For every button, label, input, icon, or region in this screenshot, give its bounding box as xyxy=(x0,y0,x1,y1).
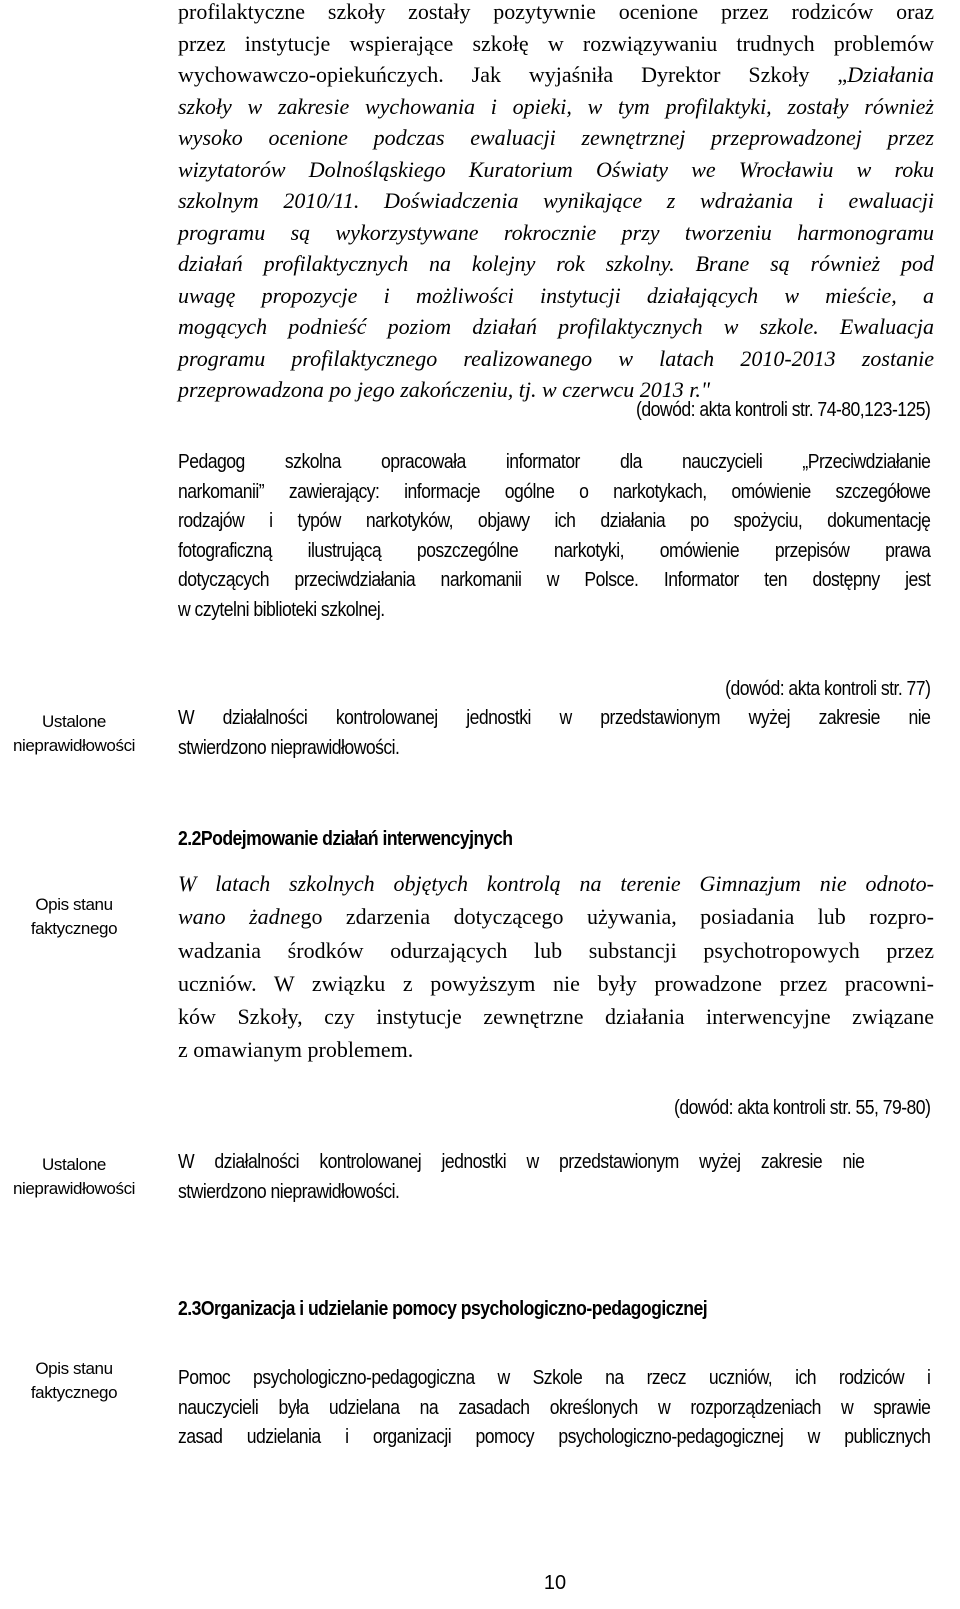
text-run: programu profilaktycznego realizowanego w latach 2010-2013 zostanie xyxy=(178,345,934,371)
evidence-note-2 xyxy=(178,675,930,705)
section-2-2-title: Podejmowanie działań interwencyjnych xyxy=(200,828,513,850)
irregularities-line: stwierdzono nieprawidłowości. xyxy=(178,736,400,759)
text-run: działań profilaktycznych na kolejny rok szkolny. Brane są również pod xyxy=(178,251,934,276)
evidence-note-3 xyxy=(178,1094,930,1124)
irregularities-line: W działalności kontrolowanej jednostki w przedstawionym wyżej zakresie nie xyxy=(178,1151,865,1173)
informator-paragraph xyxy=(178,448,930,625)
section-2-3-number: 2.3 xyxy=(178,1298,201,1320)
text-run: go zdarzenia dotyczącego używania, posiadania lub rozpro- xyxy=(300,904,934,930)
page-number: 10 xyxy=(543,1572,567,1594)
section-2-3-line: Pomoc psychologiczno-pedagogiczna w Szkole na rzecz uczniów, ich rodziców i xyxy=(178,1367,931,1389)
evidence-note-1 xyxy=(178,396,930,426)
text-run: przeprowadzona po jego zakończeniu, tj. w czerwcu 2013 r." xyxy=(178,377,711,402)
section-2-3-heading xyxy=(178,1298,935,1321)
section-2-3-title: Organizacja i udzielanie pomocy psychologiczno-pedagogicznej xyxy=(200,1298,708,1320)
section-2-3-line: zasad udzielania i organizacji pomocy psychologiczno-pedagogicznej w publicznych xyxy=(178,1426,931,1448)
irregularities-label-2 xyxy=(0,1153,148,1201)
irregularities-label-2-line1: Ustalone xyxy=(42,1155,106,1174)
informator-line: Pedagog szkolna opracowała informator dla nauczycieli „Przeciwdziałanie xyxy=(178,451,931,473)
quote-line xyxy=(178,91,934,123)
quote-line xyxy=(178,185,934,217)
section-2-2-paragraph xyxy=(178,867,934,1067)
irregularities-line: W działalności kontrolowanej jednostki w przedstawionym wyżej zakresie nie xyxy=(178,707,931,729)
informator-line: rodzajów i typów narkotyków, objawy ich działania po spożyciu, dokumentację xyxy=(178,510,931,532)
irregularities-label-1-line2: nieprawidłowości xyxy=(12,736,136,755)
quote-line xyxy=(178,248,934,280)
section-2-2-heading xyxy=(178,828,882,851)
informator-line: w czytelni biblioteki szkolnej. xyxy=(178,598,385,621)
section-2-2-line xyxy=(178,867,934,900)
text-run: W latach szkolnych objętych kontrolą na terenie Gimnazjum nie odnoto- xyxy=(178,871,934,896)
text-run: wychowawczo-opiekuńczych. Jak wyjaśniła Dyrektor Szkoły „ xyxy=(178,62,848,87)
state-label-2-3-line1: Opis stanu xyxy=(35,1359,113,1378)
quote-line xyxy=(178,311,934,343)
irregularities-label-2-line2: nieprawidłowości xyxy=(12,1179,136,1198)
irregularities-text-1 xyxy=(178,704,930,763)
quote-line xyxy=(178,0,934,28)
text-run: Działania xyxy=(847,62,934,87)
text-run: szkolnym 2010/11. Doświadczenia wynikające z wdrażania i ewaluacji xyxy=(178,188,934,213)
quote-line xyxy=(178,28,934,60)
quote-line xyxy=(178,280,934,312)
text-run: uczniów. W związku z powyższym nie były prowadzone przez pracowni- xyxy=(178,970,934,996)
section-2-3-line: nauczycieli była udzielana na zasadach określonych w rozporządzeniach w sprawie xyxy=(178,1396,931,1419)
text-run: wano xyxy=(178,904,250,930)
text-run: uwagę propozycje i możliwości instytucji działających w mieście, a xyxy=(178,282,934,308)
text-run: szkoły w zakresie wychowania i opieki, w tym profilaktyki, zostały również xyxy=(178,93,934,119)
text-run: przez instytucje wspierające szkołę w rozwiązywaniu trudnych problemów xyxy=(178,30,934,56)
quote-line xyxy=(178,59,934,91)
text-run: wysoko ocenione podczas ewaluacji zewnętrznej przeprowadzonej przez xyxy=(178,125,934,150)
section-2-2-line xyxy=(178,934,934,967)
text-run: żadne xyxy=(249,904,301,930)
text-run: ków Szkoły, czy instytucje zewnętrzne działania interwencyjne związane xyxy=(178,1004,934,1030)
irregularities-line: stwierdzono nieprawidłowości. xyxy=(178,1180,400,1203)
text-run: wadzania środków odurzających lub substancji psychotropowych przez xyxy=(178,937,934,963)
text-run: z omawianym problemem. xyxy=(178,1037,414,1063)
informator-line: dotyczących przeciwdziałania narkomanii w Polsce. Informator ten dostępny jest xyxy=(178,569,931,591)
text-run: mogących podnieść poziom działań profilaktycznych w szkole. Ewaluacja xyxy=(178,314,934,339)
quote-line xyxy=(178,343,934,375)
quote-line xyxy=(178,154,934,186)
informator-line: fotograficzną ilustrującą poszczególne narkotyki, omówienie przepisów prawa xyxy=(178,539,931,562)
section-2-2-line xyxy=(178,1000,934,1033)
irregularities-label-1-line1: Ustalone xyxy=(42,712,106,731)
text-run: profilaktyczne szkoły zostały pozytywnie ocenione przez rodziców oraz xyxy=(178,0,934,24)
irregularities-text-2 xyxy=(178,1148,864,1207)
section-2-2-line xyxy=(178,900,934,933)
quote-line xyxy=(178,122,934,154)
irregularities-label-1 xyxy=(0,710,148,758)
text-run: wizytatorów Dolnośląskiego Kuratorium Oświaty we Wrocławiu w roku xyxy=(178,156,934,182)
state-label-2-2 xyxy=(0,893,148,941)
state-label-2-3-line2: faktycznego xyxy=(30,1383,118,1402)
quote-paragraph xyxy=(178,0,934,406)
informator-line: narkomanii” zawierający: informacje ogólne o narkotykach, omówienie szczegółowe xyxy=(178,480,931,503)
quote-line xyxy=(178,217,934,249)
section-2-2-line xyxy=(178,1033,934,1066)
section-2-2-number: 2.2 xyxy=(178,828,201,850)
state-label-2-2-line1: Opis stanu xyxy=(35,895,113,914)
text-run: programu są wykorzystywane rokrocznie przy tworzeniu harmonogramu xyxy=(178,219,934,245)
section-2-2-line xyxy=(178,967,934,1000)
evidence-note-3-text: (dowód: akta kontroli str. 55, 79-80) xyxy=(674,1097,931,1119)
section-2-3-paragraph xyxy=(178,1364,930,1453)
state-label-2-2-line2: faktycznego xyxy=(30,919,118,938)
evidence-note-2-text: (dowód: akta kontroli str. 77) xyxy=(725,678,931,700)
evidence-note-1-text: (dowód: akta kontroli str. 74-80,123-125) xyxy=(636,399,931,421)
state-label-2-3 xyxy=(0,1357,148,1405)
